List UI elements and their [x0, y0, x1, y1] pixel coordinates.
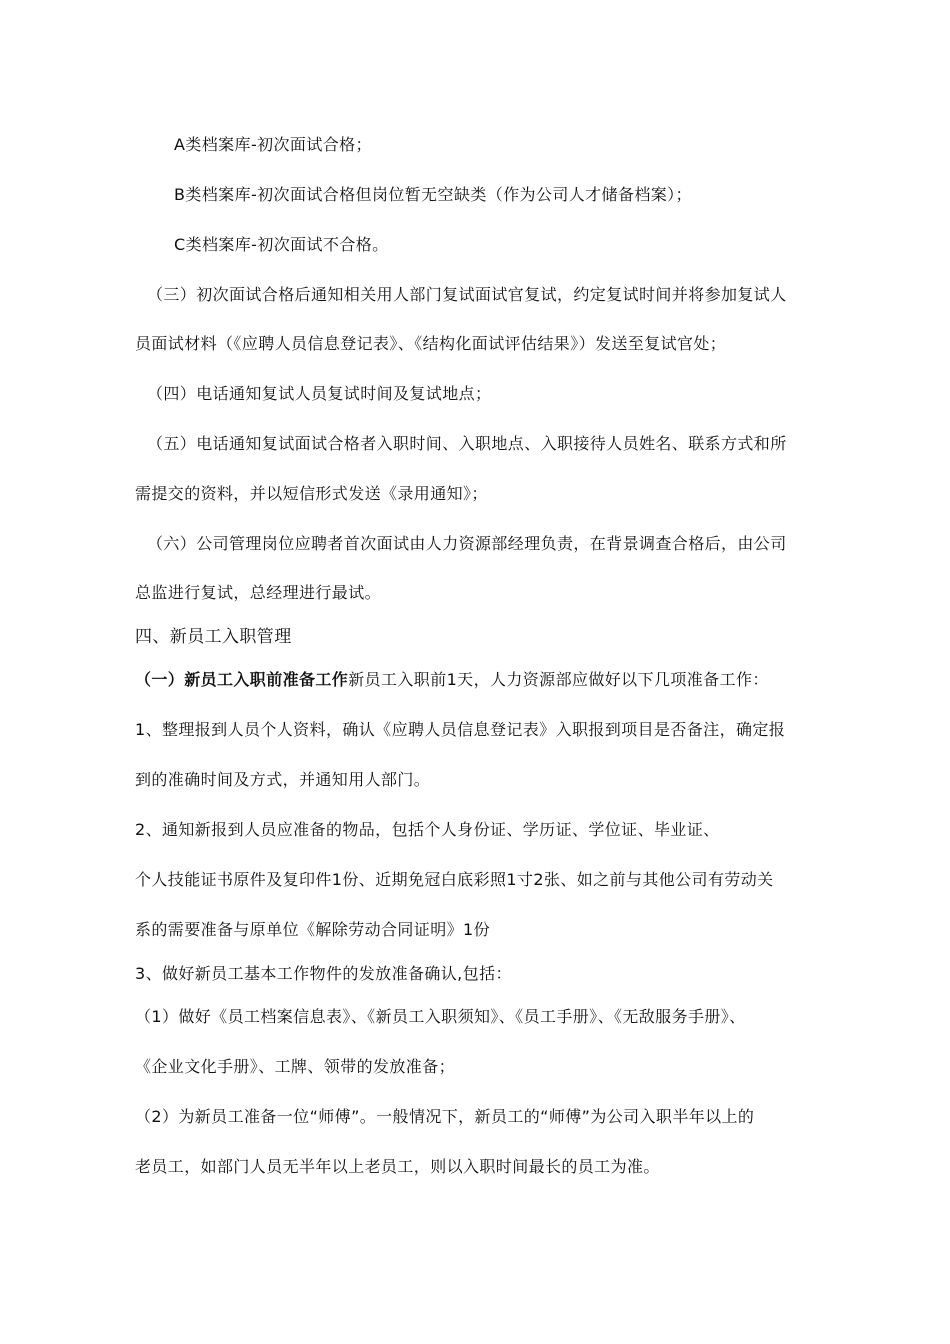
section4-title: 四、新员工入职管理 — [135, 627, 292, 647]
p2-line2: 个人技能证书原件及复印件1份、近期免冠白底彩照1寸2张、如之前与其他公司有劳动关 — [135, 870, 774, 889]
archive-c-text: C类档案库-初次面试不合格。 — [174, 235, 389, 254]
sub1-text: 新员工入职前1天，人力资源部应做好以下几项准备工作： — [348, 670, 769, 689]
item3-line1: （三）初次面试合格后通知相关用人部门复试面试官复试，约定复试时间并将参加复试人 — [147, 285, 787, 304]
archive-b-text: B类档案库-初次面试合格但岗位暂无空缺类（作为公司人才储备档案）； — [174, 185, 692, 204]
item6-line1: （六）公司管理岗位应聘者首次面试由人力资源部经理负责，在背景调查合格后，由公司 — [147, 534, 787, 553]
sub1-heading: （一）新员工入职前准备工作 — [135, 670, 349, 689]
item3-line2: 员面试材料（《应聘人员信息登记表》、《结构化面试评估结果》）发送至复试官处； — [135, 334, 727, 353]
p1-line2: 到的准确时间及方式，并通知用人部门。 — [135, 770, 431, 789]
p3-2-line2: 老员工，如部门人员无半年以上老员工，则以入职时间最长的员工为准。 — [135, 1157, 660, 1176]
p3-1-line2: 《企业文化手册》、工牌、领带的发放准备； — [135, 1057, 456, 1076]
archive-a-text: A类档案库-初次面试合格； — [174, 135, 372, 154]
p3-1-line1: （1）做好《员工档案信息表》、《新员工入职须知》、《员工手册》、《无敌服务手册》、 — [135, 1007, 746, 1026]
item6-line2: 总监进行复试，总经理进行最试。 — [135, 583, 382, 602]
sub1-paragraph — [135, 669, 769, 691]
p1-line1: 1、整理报到人员个人资料，确认《应聘人员信息登记表》入职报到项目是否备注，确定报 — [135, 720, 786, 739]
p2-line1: 2、通知新报到人员应准备的物品，包括个人身份证、学历证、学位证、毕业证、 — [135, 820, 720, 839]
p3-text: 3、做好新员工基本工作物件的发放准备确认,包括： — [135, 964, 512, 983]
item4-text: （四）电话通知复试人员复试时间及复试地点； — [147, 384, 492, 403]
item5-line1: （五）电话通知复试面试合格者入职时间、入职地点、入职接待人员姓名、联系方式和所 — [147, 434, 787, 453]
p3-2-line1: （2）为新员工准备一位“师傅”。一般情况下，新员工的“师傅”为公司入职半年以上的 — [135, 1107, 755, 1126]
p2-line3: 系的需要准备与原单位《解除劳动合同证明》1份 — [135, 920, 490, 939]
item5-line2: 需提交的资料，并以短信形式发送《录用通知》； — [135, 484, 488, 503]
